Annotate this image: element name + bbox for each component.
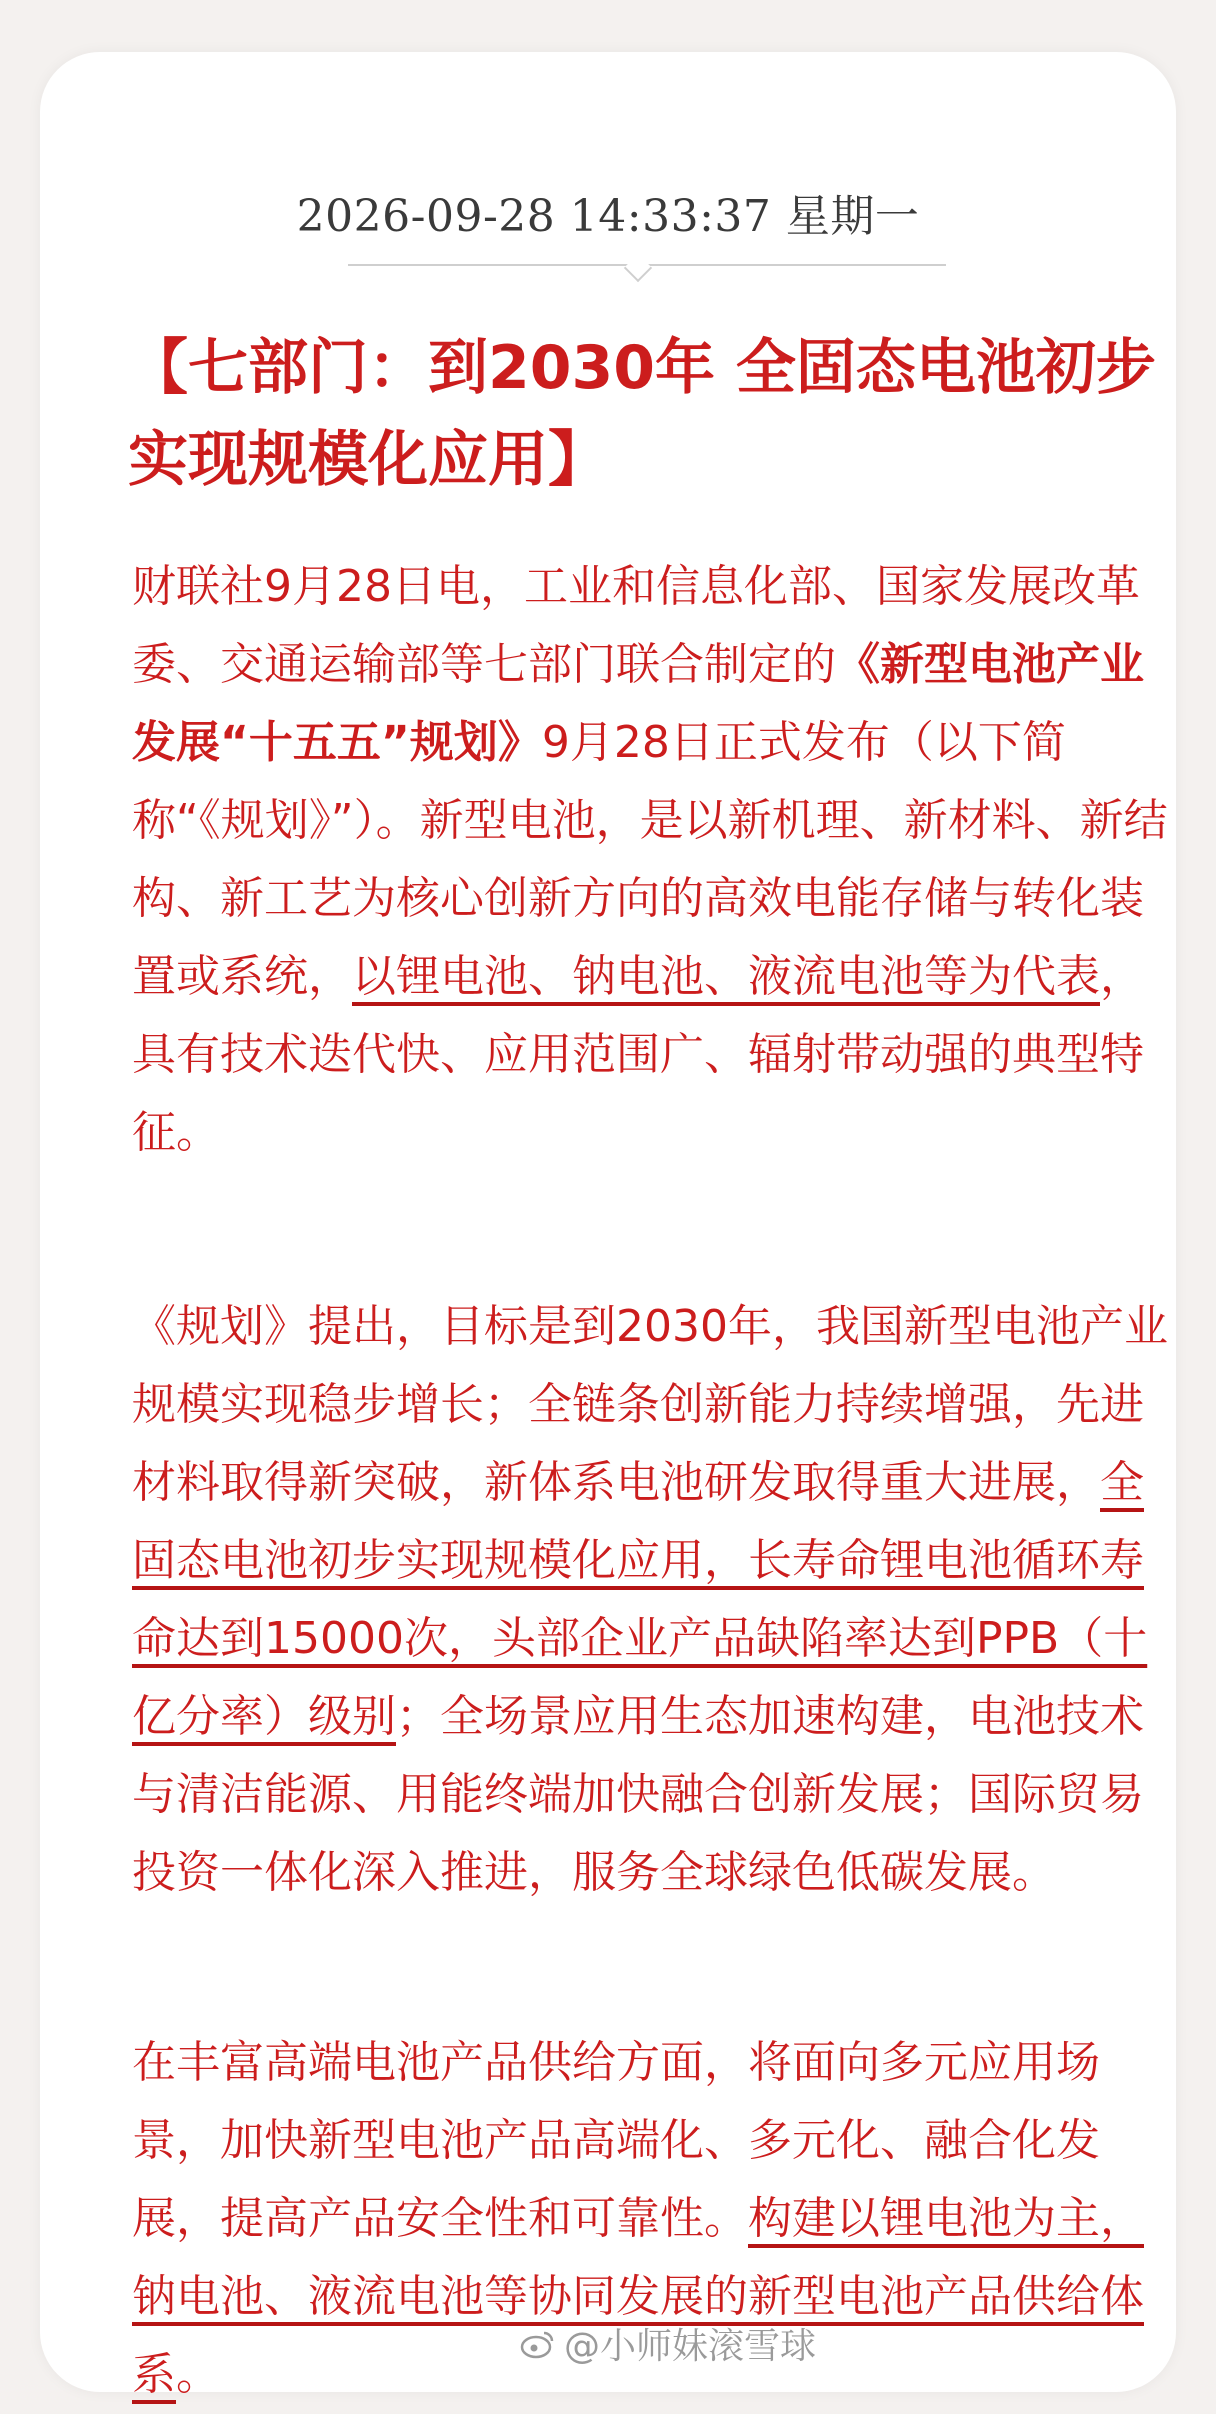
p1-bold-title: 《新型电池产业发展“十五五”规划》 <box>132 639 1144 768</box>
p1-text-3: ，具有技术迭代快、应用范围广、辐射带动强的典型特征。 <box>132 951 1144 1158</box>
p3-underlined: 构建以锂电池为主，钠电池、液流电池等协同发展的新型电池产品供给体系 <box>132 2193 1144 2400</box>
p2-text-2: ；全场景应用生态加速构建，电池技术与清洁能源、用能终端加快融合创新发展；国际贸易投资一体化深入推进，服务全球绿色低碳发展。 <box>132 1691 1144 1898</box>
divider-notch <box>624 254 652 282</box>
article-card <box>40 52 1176 2400</box>
watermark <box>520 2318 816 2369</box>
paragraph-1 <box>132 548 1172 1172</box>
p3-text-2: 。 <box>176 2349 220 2400</box>
publish-datetime: 2026-09-28 14:33:37 星期一 <box>296 191 920 242</box>
p2-underlined: 全固态电池初步实现规模化应用，长寿命锂电池循环寿命达到15000次，头部企业产品缺陷率达到PPB（十亿分率）级别 <box>132 1457 1148 1742</box>
p1-text-2: 9月28日正式发布（以下简称“《规划》”）。新型电池，是以新机理、新材料、新结构、新工艺为核心创新方向的高效电能存储与转化装置或系统， <box>132 717 1168 1002</box>
p1-underlined: 以锂电池、钠电池、液流电池等为代表 <box>352 951 1100 1002</box>
article-headline: 【七部门：到2030年 全固态电池初步实现规模化应用】 <box>128 333 1156 495</box>
p1-text-1: 财联社9月28日电，工业和信息化部、国家发展改革委、交通运输部等七部门联合制定的 <box>132 561 1140 690</box>
p3-text-1: 在丰富高端电池产品供给方面，将面向多元应用场景，加快新型电池产品高端化、多元化、融合化发展，提高产品安全性和可靠性。 <box>132 2037 1100 2244</box>
weibo-icon <box>520 2329 556 2359</box>
watermark-text: @小师妹滚雪球 <box>564 2326 817 2367</box>
p2-text-1: 《规划》提出，目标是到2030年，我国新型电池产业规模实现稳步增长；全链条创新能力持续增强，先进材料取得新突破，新体系电池研发取得重大进展， <box>132 1301 1168 1508</box>
paragraph-2 <box>132 1288 1172 1912</box>
